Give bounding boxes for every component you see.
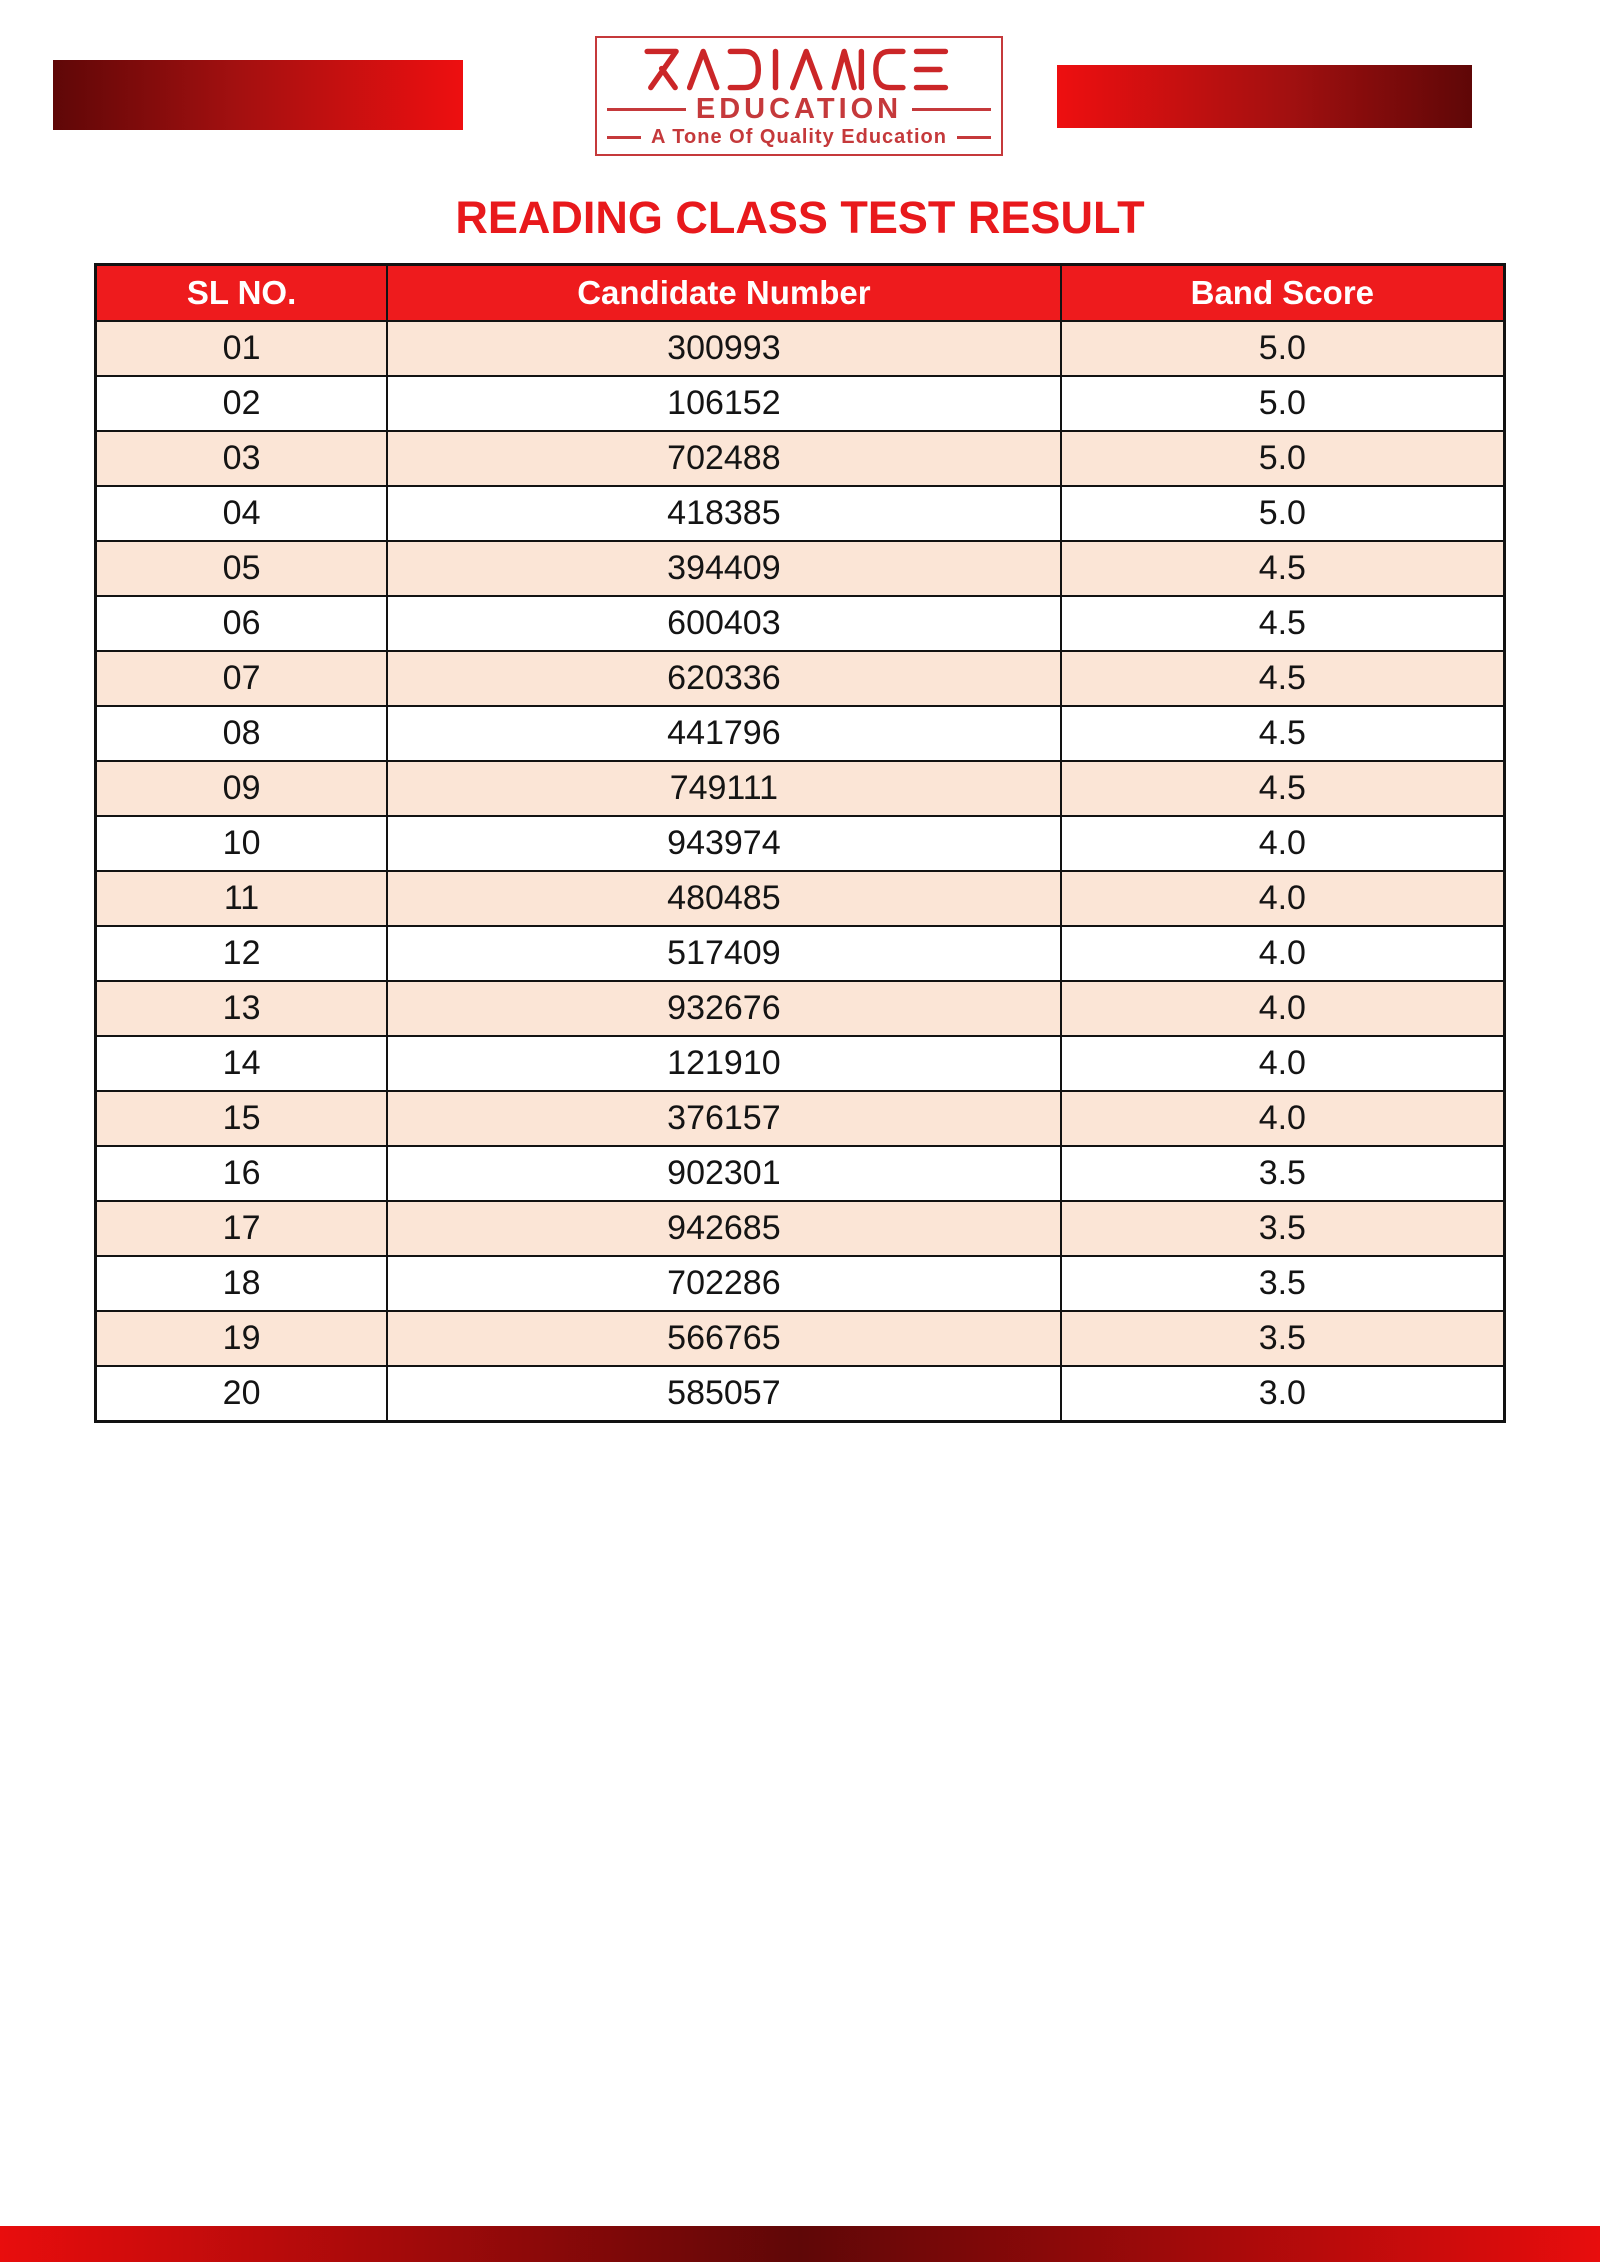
candidate-number-cell: 418385 — [387, 486, 1061, 541]
band-score-cell: 3.5 — [1061, 1256, 1505, 1311]
results-table-body — [96, 321, 1505, 1422]
band-score-cell: 4.0 — [1061, 926, 1505, 981]
sl-no-cell: 15 — [96, 1091, 388, 1146]
band-score-cell: 3.5 — [1061, 1201, 1505, 1256]
footer-gradient-band — [0, 2226, 1600, 2262]
table-row — [96, 651, 1505, 706]
candidate-number-cell: 566765 — [387, 1311, 1061, 1366]
sl-no-cell: 11 — [96, 871, 388, 926]
radiance-education-logo — [595, 36, 1003, 156]
sl-no-cell: 05 — [96, 541, 388, 596]
candidate-number-cell: 942685 — [387, 1201, 1061, 1256]
sl-no-cell: 03 — [96, 431, 388, 486]
sl-no-cell: 18 — [96, 1256, 388, 1311]
candidate-number-cell: 300993 — [387, 321, 1061, 376]
band-score-cell: 5.0 — [1061, 376, 1505, 431]
candidate-number-cell: 932676 — [387, 981, 1061, 1036]
band-score-cell: 4.0 — [1061, 1091, 1505, 1146]
candidate-number-cell: 749111 — [387, 761, 1061, 816]
table-row — [96, 926, 1505, 981]
table-row — [96, 321, 1505, 376]
band-score-cell: 4.0 — [1061, 871, 1505, 926]
candidate-number-cell: 394409 — [387, 541, 1061, 596]
band-score-cell: 4.5 — [1061, 651, 1505, 706]
column-header-candidate-number: Candidate Number — [387, 265, 1061, 322]
table-row — [96, 376, 1505, 431]
candidate-number-cell: 620336 — [387, 651, 1061, 706]
sl-no-cell: 02 — [96, 376, 388, 431]
candidate-number-cell: 106152 — [387, 376, 1061, 431]
sl-no-cell: 06 — [96, 596, 388, 651]
sl-no-cell: 07 — [96, 651, 388, 706]
results-table — [94, 263, 1506, 1423]
sl-no-cell: 14 — [96, 1036, 388, 1091]
band-score-cell: 3.0 — [1061, 1366, 1505, 1422]
candidate-number-cell: 376157 — [387, 1091, 1061, 1146]
header-right-gradient-bar — [1057, 65, 1472, 128]
table-row — [96, 1311, 1505, 1366]
band-score-cell: 4.0 — [1061, 816, 1505, 871]
table-row — [96, 706, 1505, 761]
band-score-cell: 5.0 — [1061, 486, 1505, 541]
column-header-band-score: Band Score — [1061, 265, 1505, 322]
band-score-cell: 4.5 — [1061, 596, 1505, 651]
band-score-cell: 3.5 — [1061, 1311, 1505, 1366]
sl-no-cell: 01 — [96, 321, 388, 376]
table-row — [96, 596, 1505, 651]
candidate-number-cell: 600403 — [387, 596, 1061, 651]
sl-no-cell: 08 — [96, 706, 388, 761]
sl-no-cell: 17 — [96, 1201, 388, 1256]
logo-subtitle-row — [607, 93, 991, 126]
candidate-number-cell: 702488 — [387, 431, 1061, 486]
candidate-number-cell: 121910 — [387, 1036, 1061, 1091]
page-title: READING CLASS TEST RESULT — [455, 192, 1145, 243]
table-row — [96, 1366, 1505, 1422]
sl-no-cell: 19 — [96, 1311, 388, 1366]
band-score-cell: 5.0 — [1061, 321, 1505, 376]
table-row — [96, 1256, 1505, 1311]
sl-no-cell: 09 — [96, 761, 388, 816]
candidate-number-cell: 441796 — [387, 706, 1061, 761]
candidate-number-cell: 702286 — [387, 1256, 1061, 1311]
header-left-gradient-bar — [53, 60, 463, 130]
sl-no-cell: 12 — [96, 926, 388, 981]
logo-subtitle: EDUCATION — [695, 93, 903, 125]
radiance-wordmark-icon — [617, 46, 981, 93]
candidate-number-cell: 943974 — [387, 816, 1061, 871]
band-score-cell: 4.0 — [1061, 981, 1505, 1036]
table-row — [96, 1036, 1505, 1091]
logo-rule-left — [607, 108, 686, 111]
band-score-cell: 4.0 — [1061, 1036, 1505, 1091]
sl-no-cell: 04 — [96, 486, 388, 541]
candidate-number-cell: 585057 — [387, 1366, 1061, 1422]
table-row — [96, 1091, 1505, 1146]
logo-rule-right — [912, 108, 991, 111]
table-row — [96, 486, 1505, 541]
band-score-cell: 4.5 — [1061, 706, 1505, 761]
band-score-cell: 4.5 — [1061, 541, 1505, 596]
column-header-sl-no: SL NO. — [96, 265, 388, 322]
band-score-cell: 4.5 — [1061, 761, 1505, 816]
table-row — [96, 1201, 1505, 1256]
logo-tagline: A Tone Of Quality Education — [651, 126, 947, 148]
candidate-number-cell: 517409 — [387, 926, 1061, 981]
sl-no-cell: 13 — [96, 981, 388, 1036]
sl-no-cell: 16 — [96, 1146, 388, 1201]
table-row — [96, 431, 1505, 486]
logo-tagline-row — [607, 126, 991, 149]
table-row — [96, 981, 1505, 1036]
results-table-header — [96, 265, 1505, 322]
header-row — [96, 265, 1505, 322]
table-row — [96, 1146, 1505, 1201]
candidate-number-cell: 902301 — [387, 1146, 1061, 1201]
table-row — [96, 761, 1505, 816]
sl-no-cell: 20 — [96, 1366, 388, 1422]
candidate-number-cell: 480485 — [387, 871, 1061, 926]
logo-tagline-rule-left — [607, 136, 641, 139]
table-row — [96, 541, 1505, 596]
table-row — [96, 871, 1505, 926]
band-score-cell: 5.0 — [1061, 431, 1505, 486]
sl-no-cell: 10 — [96, 816, 388, 871]
table-row — [96, 816, 1505, 871]
logo-tagline-rule-right — [957, 136, 991, 139]
band-score-cell: 3.5 — [1061, 1146, 1505, 1201]
